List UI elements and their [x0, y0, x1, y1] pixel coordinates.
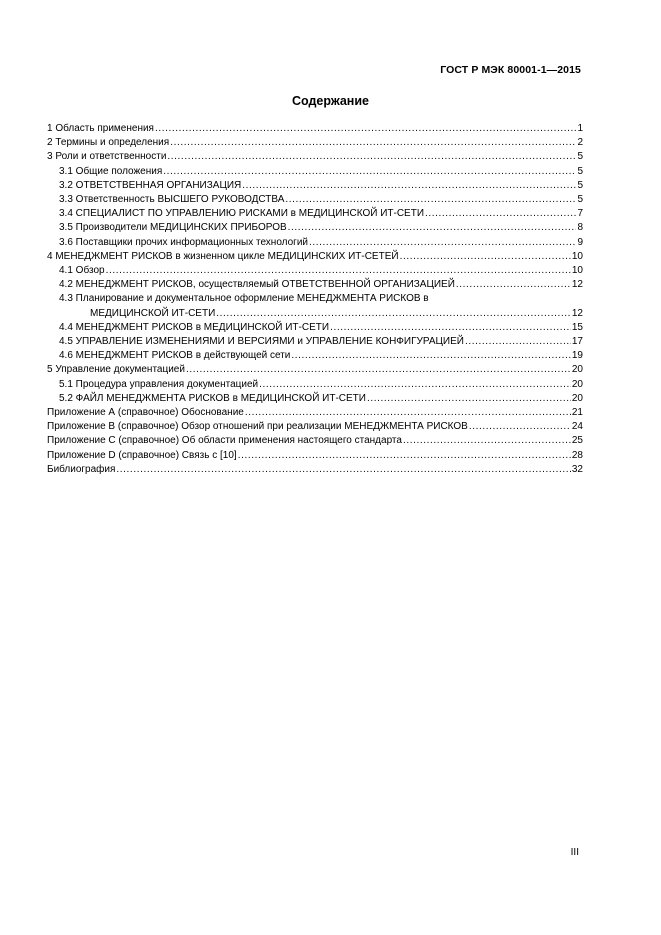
toc-entry-page: 21 — [571, 407, 583, 419]
toc-dot-leader — [309, 236, 576, 250]
toc-entry-label: Приложение D (справочное) Связь с [10] — [47, 449, 237, 461]
toc-entry-page: 9 — [577, 236, 583, 248]
toc-entry[interactable] — [47, 349, 583, 363]
toc-entry-label: 4.3 Планирование и документальное оформление МЕНЕДЖМЕНТА РИСКОВ в — [59, 293, 429, 305]
toc-entry[interactable] — [47, 207, 583, 221]
toc-entry-label: 4.2 МЕНЕДЖМЕНТ РИСКОВ, осуществляемый ОТВЕТСТВЕННОЙ ОРГАНИЗАЦИЕЙ — [59, 279, 455, 291]
toc-entry[interactable] — [47, 363, 583, 377]
toc-title: Содержание — [291, 94, 369, 108]
toc-entry[interactable] — [47, 193, 583, 207]
toc-entry-label: Приложение В (справочное) Обзор отношений при реализации МЕНЕДЖМЕНТА РИСКОВ — [47, 421, 468, 433]
toc-entry[interactable] — [47, 406, 583, 420]
toc-dot-leader — [163, 165, 576, 179]
toc-entry[interactable] — [47, 150, 583, 164]
toc-entry-label: 3.2 ОТВЕТСТВЕННАЯ ОРГАНИЗАЦИЯ — [59, 179, 242, 191]
toc-entry[interactable] — [47, 321, 583, 335]
toc-entry-label: 5.1 Процедура управления документацией — [59, 378, 259, 390]
toc-entry-label: МЕДИЦИНСКОЙ ИТ-СЕТИ — [90, 307, 216, 319]
toc-entry[interactable] — [47, 136, 583, 150]
toc-entry-label: 3.3 Ответственность ВЫСШЕГО РУКОВОДСТВА — [59, 194, 285, 206]
toc-dot-leader — [242, 179, 576, 193]
toc-entry-label: 4.6 МЕНЕДЖМЕНТ РИСКОВ в действующей сети — [59, 350, 291, 362]
toc-entry-label: 3.1 Общие положения — [59, 165, 163, 177]
toc-entry[interactable] — [47, 122, 583, 136]
toc-dot-leader — [403, 434, 571, 448]
toc-entry-label: 4.4 МЕНЕДЖМЕНТ РИСКОВ в МЕДИЦИНСКОЙ ИТ-СЕТИ — [59, 321, 330, 333]
toc-entry[interactable] — [47, 434, 583, 448]
toc-dot-leader — [367, 392, 571, 406]
toc-entry[interactable] — [47, 420, 583, 434]
toc-entry[interactable] — [47, 292, 583, 306]
toc-entry-page: 24 — [571, 421, 583, 433]
toc-entry[interactable] — [47, 378, 583, 392]
toc-entry-page: 5 — [577, 194, 583, 206]
toc-entry[interactable] — [47, 165, 583, 179]
toc-entry-label: 3.5 Производители МЕДИЦИНСКИХ ПРИБОРОВ — [59, 222, 287, 234]
toc-dot-leader — [245, 406, 571, 420]
page-number: III — [570, 847, 579, 858]
toc-entry[interactable] — [47, 392, 583, 406]
toc-entry-label: 2 Термины и определения — [47, 137, 170, 149]
toc-entry-label: 1 Область применения — [47, 123, 154, 134]
toc-entry[interactable] — [47, 463, 583, 477]
toc-dot-leader — [469, 420, 571, 434]
toc-entry-page: 5 — [577, 179, 583, 191]
toc-entry-label: Приложение А (справочное) Обоснование — [47, 407, 244, 419]
toc-entry-page: 8 — [577, 222, 583, 234]
toc-entry[interactable] — [47, 236, 583, 250]
toc-entry-label: 3.6 Поставщики прочих информационных технологий — [59, 236, 308, 248]
toc-entry[interactable] — [47, 335, 583, 349]
toc-entry-page: 7 — [577, 208, 583, 220]
toc-entry[interactable] — [47, 278, 583, 292]
toc-entry[interactable] — [47, 250, 583, 264]
toc-dot-leader — [425, 207, 576, 221]
toc-entry-label: 4 МЕНЕДЖМЕНТ РИСКОВ в жизненном цикле МЕДИЦИНСКИХ ИТ-СЕТЕЙ — [47, 250, 399, 262]
toc-dot-leader — [167, 150, 576, 164]
toc-entry[interactable] — [47, 264, 583, 278]
toc-entry-continuation[interactable] — [47, 307, 583, 321]
toc-entry-label: Библиография — [47, 463, 116, 475]
toc-entry[interactable] — [47, 449, 583, 463]
toc-entry-page: 20 — [571, 364, 583, 376]
toc-entry[interactable] — [47, 179, 583, 193]
toc-entry-page: 10 — [571, 250, 583, 262]
toc-dot-leader — [330, 321, 571, 335]
toc-entry-page: 5 — [577, 151, 583, 163]
toc-entry-page: 19 — [571, 350, 583, 362]
toc-dot-leader — [400, 250, 571, 264]
toc-entry-page: 2 — [577, 137, 583, 149]
toc-entry-label: 3.4 СПЕЦИАЛИСТ ПО УПРАВЛЕНИЮ РИСКАМИ в МЕДИЦИНСКОЙ ИТ-СЕТИ — [59, 208, 425, 220]
toc-dot-leader — [288, 221, 577, 235]
toc-entry-label: 3 Роли и ответственности — [47, 151, 167, 163]
toc-dot-leader — [106, 264, 571, 278]
toc-entry[interactable] — [47, 221, 583, 235]
toc-entry-label: Приложение С (справочное) Об области применения настоящего стандарта — [47, 435, 402, 447]
toc-entry-page: 5 — [577, 165, 583, 177]
toc-entry-page: 1 — [577, 123, 583, 134]
toc-entry-page: 10 — [571, 265, 583, 277]
toc-entry-page: 28 — [571, 449, 583, 461]
toc-dot-leader — [170, 136, 576, 150]
toc-entry-page: 12 — [571, 307, 583, 319]
toc-entry-page: 25 — [571, 435, 583, 447]
toc-dot-leader — [285, 193, 576, 207]
document-code: ГОСТ Р МЭК 80001-1—2015 — [440, 64, 581, 76]
table-of-contents — [47, 122, 583, 477]
toc-entry-page: 15 — [571, 321, 583, 333]
toc-entry-page: 12 — [571, 279, 583, 291]
toc-dot-leader — [465, 335, 571, 349]
toc-dot-leader — [216, 307, 571, 321]
toc-entry-label: 5.2 ФАЙЛ МЕНЕДЖМЕНТА РИСКОВ в МЕДИЦИНСКОЙ ИТ-СЕТИ — [59, 392, 366, 404]
toc-entry-label: 4.5 УПРАВЛЕНИЕ ИЗМЕНЕНИЯМИ И ВЕРСИЯМИ и УПРАВЛЕНИЕ КОНФИГУРАЦИЕЙ — [59, 336, 464, 348]
toc-entry-label: 5 Управление документацией — [47, 364, 185, 376]
toc-dot-leader — [155, 122, 576, 136]
toc-dot-leader — [186, 363, 571, 377]
toc-entry-page: 20 — [571, 378, 583, 390]
toc-entry-page: 32 — [571, 463, 583, 475]
toc-dot-leader — [259, 378, 571, 392]
toc-dot-leader — [116, 463, 570, 477]
toc-entry-page: 17 — [571, 336, 583, 348]
toc-dot-leader — [238, 449, 571, 463]
toc-entry-label: 4.1 Обзор — [59, 265, 105, 277]
toc-dot-leader — [291, 349, 570, 363]
toc-dot-leader — [456, 278, 571, 292]
toc-entry-page: 20 — [571, 392, 583, 404]
